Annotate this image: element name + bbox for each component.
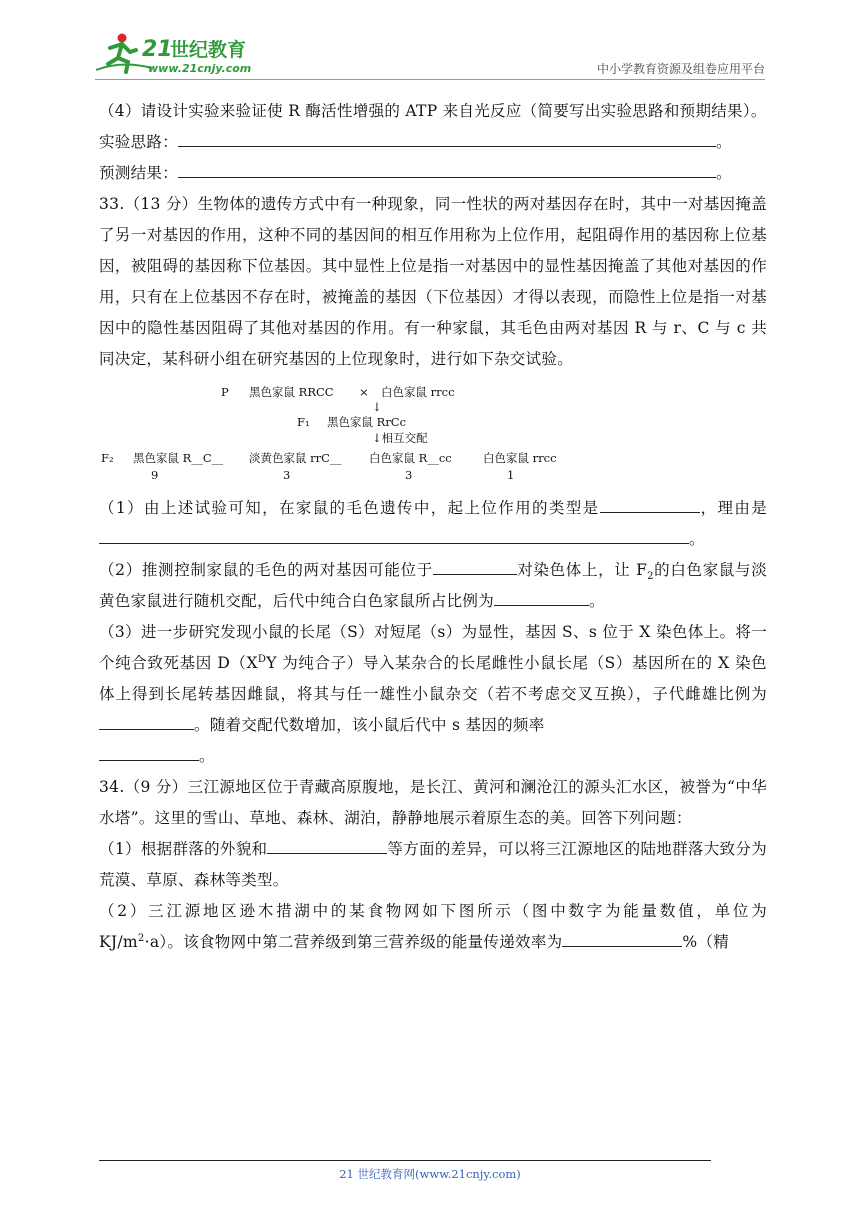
cross-diagram (99, 375, 767, 493)
f1-offspring: 黑色家鼠 RrCc (327, 415, 407, 429)
answer-blank[interactable] (433, 556, 517, 575)
text: （2）三江源地区逊木措湖中的某食物网如下图所示（图中数字为能量数值，单位为 KJ/m (99, 902, 767, 951)
q34-sub1 (99, 834, 767, 896)
site-logo (92, 30, 262, 76)
q33-sub1 (99, 493, 767, 555)
page-header (0, 0, 860, 82)
p-label: P (221, 385, 229, 399)
result-label: 预测结果： (99, 164, 179, 182)
answer-blank[interactable] (99, 525, 689, 544)
q34-intro: 34.（9 分）三江源地区位于青藏高原腹地，是长江、黄河和澜沧江的源头汇水区，被誉为“中华水塔”。这里的雪山、草地、森林、湖泊，静静地展示着原生态的美。回答下列问题： (99, 778, 767, 827)
f2-phenotype: 白色家鼠 R__cc (369, 451, 452, 465)
down-arrow: ↓ (372, 400, 382, 414)
answer-blank[interactable] (494, 587, 589, 606)
f2-ratio: 3 (405, 468, 413, 482)
answer-blank[interactable] (178, 159, 716, 178)
text: 。随着交配代数增加，该小鼠后代中 s 基因的频率 (194, 716, 545, 734)
answer-blank[interactable] (99, 711, 194, 730)
period: 。 (199, 747, 215, 765)
p-parent2: 白色家鼠 rrcc (381, 385, 455, 399)
idea-label: 实验思路： (99, 133, 179, 151)
text: Y 为纯合子）导入某杂合的长尾雌性小鼠长尾（S）基因所在的 X 染色体上得到长尾转基因雌鼠，将其与任一雄性小鼠杂交（若不考虑交叉互换），子代雌雄比例为 (99, 654, 767, 703)
text: ，理由是 (699, 499, 768, 517)
cross-sign: × (359, 385, 369, 399)
f2-label: F₂ (101, 451, 114, 465)
f2-phenotype: 白色家鼠 rrcc (483, 451, 557, 465)
svg-text:21: 21 (142, 37, 173, 62)
text: （1）根据群落的外貌和 (99, 840, 268, 858)
text: （1）由上述试验可知，在家鼠的毛色遗传中，起上位作用的类型是 (99, 499, 600, 517)
q33-sub2 (99, 555, 767, 617)
text: 的白色家鼠与淡黄色家鼠进行随机交配，后代中纯合白色家鼠所占比例为 (99, 561, 767, 610)
q34-sub2 (99, 896, 767, 958)
f2-ratio: 9 (151, 468, 159, 482)
footer-divider (99, 1160, 711, 1161)
answer-blank[interactable] (600, 494, 700, 513)
superscript: 2 (137, 932, 145, 944)
answer-blank[interactable] (562, 928, 682, 947)
answer-blank[interactable] (99, 742, 199, 761)
mating-arrow: ↓相互交配 (372, 431, 428, 445)
period: 。 (589, 592, 605, 610)
p-parent1: 黑色家鼠 RRCC (249, 385, 334, 399)
document-body (99, 96, 767, 958)
q33-sub3 (99, 617, 767, 772)
answer-blank[interactable] (178, 128, 716, 147)
footer-link[interactable]: 21 世纪教育网(www.21cnjy.com) (339, 1167, 521, 1181)
platform-name: 中小学教育资源及组卷应用平台 (596, 62, 765, 76)
superscript: D (257, 653, 267, 665)
svg-text:世纪教育: 世纪教育 (170, 39, 247, 61)
f2-phenotype: 黑色家鼠 R__C__ (133, 451, 224, 465)
q32-4-result-line (99, 158, 767, 189)
q32-4-idea-line (99, 127, 767, 158)
subscript: 2 (647, 571, 654, 583)
text: （3）进一步研究发现小鼠的长尾（S）对短尾（s）为显性，基因 S、s 位于 X 染色体上。将一个纯合致死基因 D（X (99, 623, 767, 672)
period: 。 (689, 530, 705, 548)
answer-blank[interactable] (267, 835, 387, 854)
text: （2）推测控制家鼠的毛色的两对基因可能位于 (99, 561, 433, 579)
f1-label: F₁ (297, 415, 310, 429)
text: 对染色体上，让 F (516, 561, 648, 579)
q32-4-text: （4）请设计实验来验证使 R 酶活性增强的 ATP 来自光反应（简要写出实验思路和预期结果）。 (99, 102, 767, 120)
header-divider (95, 79, 765, 80)
period: 。 (716, 133, 732, 151)
f2-ratio: 3 (283, 468, 291, 482)
f2-ratio: 1 (507, 468, 515, 482)
f2-phenotype: 淡黄色家鼠 rrC__ (249, 451, 342, 465)
period: 。 (716, 164, 732, 182)
text: ·a）。该食物网中第二营养级到第三营养级的能量传递效率为 (144, 933, 563, 951)
q33-intro: 33.（13 分）生物体的遗传方式中有一种现象，同一性状的两对基因存在时，其中一对基因掩盖了另一对基因的作用，这种不同的基因间的相互作用称为上位作用，起阻碍作用的基因称上位基因，被阻碍的基因称下位基因。其中显性上位是指一对基因中的显性基因掩盖了其他对基因的作用，只有在上位基因不存在时，被掩盖的基因（下位基因）才得以表现，而隐性上位是指一对基因中的隐性基因阻碍了其他对基因的作用。有一种家鼠，其毛色由两对基因 R 与 r、C 与 c 共同决定，某科研小组在研究基因的上位现象时，进行如下杂交试验。 (99, 195, 767, 368)
svg-text:www.21cnjy.com: www.21cnjy.com (148, 62, 252, 75)
text: %（精 (682, 933, 730, 951)
text: 等方面的差异，可以将三江源地区的陆地群落大致分为荒漠、草原、森林等类型。 (99, 840, 767, 889)
